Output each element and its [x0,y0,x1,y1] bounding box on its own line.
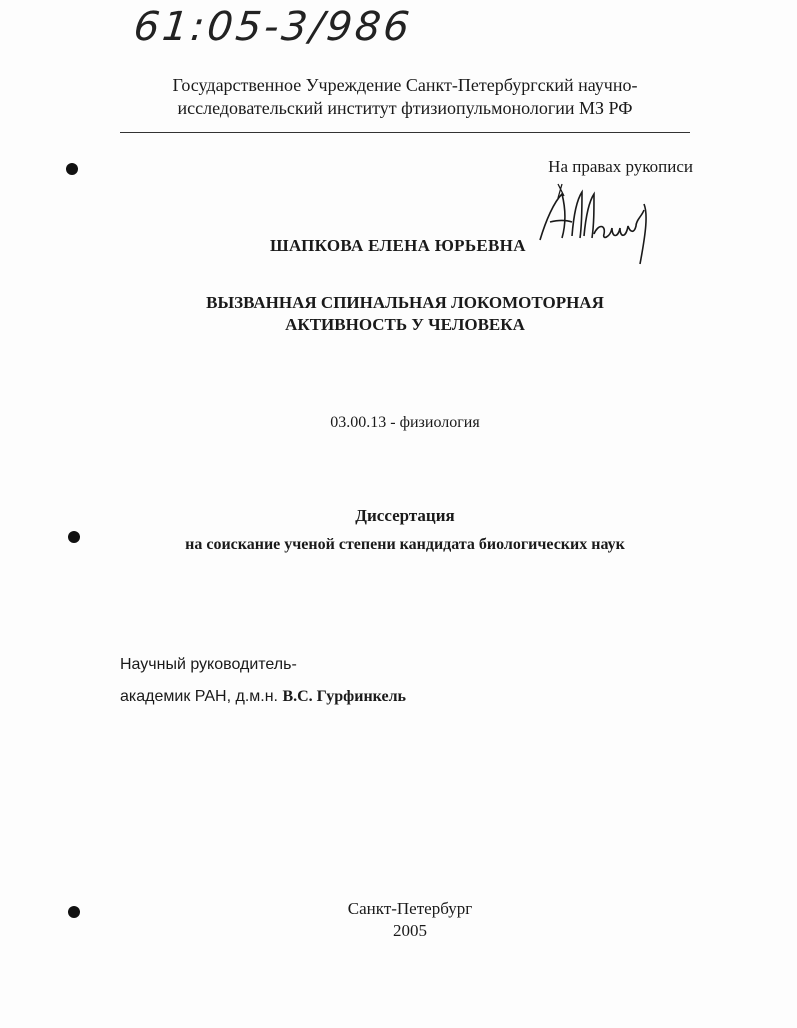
title-line-1: ВЫЗВАННАЯ СПИНАЛЬНАЯ ЛОКОМОТОРНАЯ [206,293,604,312]
author-name: ШАПКОВА ЕЛЕНА ЮРЬЕВНА [270,236,526,255]
header-divider [120,132,690,133]
institution-header [120,74,690,120]
title-line-2: АКТИВНОСТЬ У ЧЕЛОВЕКА [285,315,525,334]
punch-hole-icon [66,163,78,175]
advisor-rank: академик РАН, д.м.н. [120,688,278,705]
institution-line-2: исследовательский институт фтизиопульмонологии МЗ РФ [177,98,633,118]
institution-line-1: Государственное Учреждение Санкт-Петербургский научно- [172,75,638,95]
publication-place [300,898,520,942]
archive-code: 61:05-3/986 [131,4,415,50]
specialty-code: 03.00.13 - физиология [330,414,480,431]
document-type: Диссертация [355,506,455,525]
advisor-name: В.С. Гурфинкель [282,688,407,705]
degree-statement: на соискание ученой степени кандидата биологических наук [185,536,625,553]
advisor-line [120,688,406,706]
city: Санкт-Петербург [347,899,473,918]
punch-hole-icon [68,906,80,918]
signature [532,180,662,270]
advisor-label: Научный руководитель- [120,656,297,673]
punch-hole-icon [68,531,80,543]
dissertation-title [120,292,690,336]
year: 2005 [393,921,427,940]
manuscript-note: На правах рукописи [548,157,693,176]
